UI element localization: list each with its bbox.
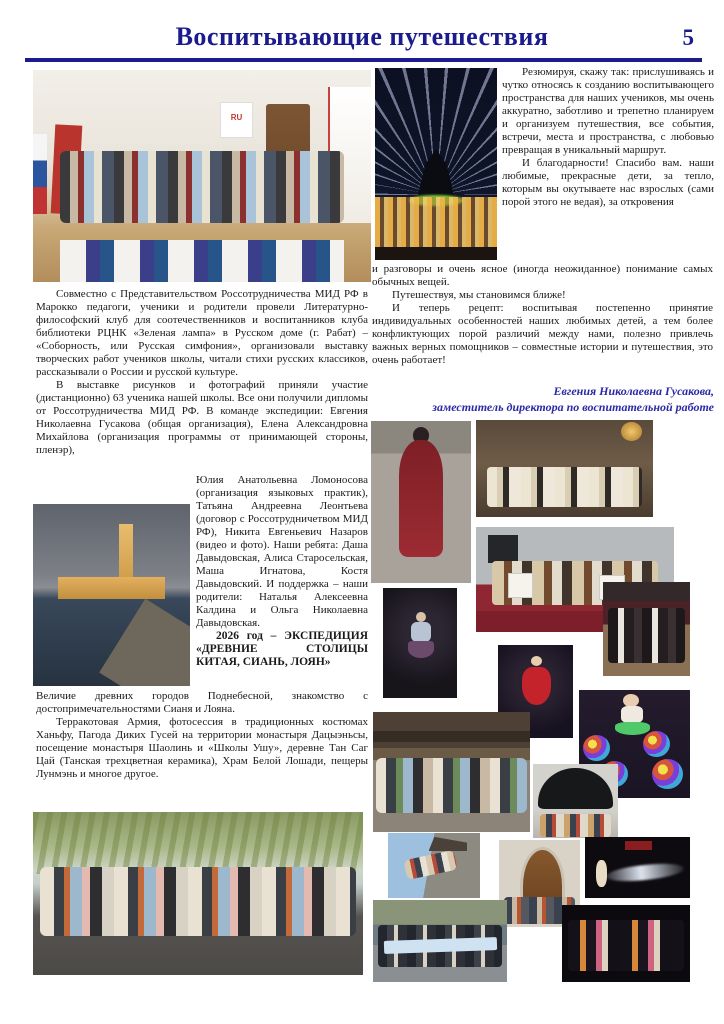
girl-top xyxy=(621,706,643,723)
photo-hassan-ii-mosque xyxy=(33,504,190,686)
paragraph: И благодарности! Спасибо вам. наши любимые, прекрасные дети, за тепло, которым вы окутываете нас взрослых (сами порой этого не ведая), за откровения xyxy=(502,157,714,208)
photo-girl-dancing-stage xyxy=(383,588,457,698)
mosque-building xyxy=(58,577,165,599)
russian-flag xyxy=(33,134,47,215)
paragraph: И теперь рецепт: воспитывая постепенно принятие индивидуальных особенностей наших любимых детей, а тем более конфликтующих порой различий между нами, полезно привлечь важных верных помощников – совместные истории и путешествия, это очень работает! xyxy=(372,302,713,366)
photo-black-gate-group xyxy=(533,764,618,838)
right-column-text-wrap xyxy=(502,66,714,209)
photo-stage-finale-group xyxy=(562,905,690,982)
green-tutu xyxy=(615,722,651,735)
paragraph: и разговоры и очень ясное (иногда неожиданное) понимание самых обычных вещей. xyxy=(372,263,713,288)
singer-head xyxy=(531,656,542,666)
photo-fountain-night-show xyxy=(375,68,497,260)
group-of-people xyxy=(376,758,527,813)
paragraph: Величие древних городов Поднебесной, знакомство с достопримечательностями Сианя и Лояна. xyxy=(36,690,368,715)
signature-name: Евгения Николаевна Гусакова, xyxy=(553,384,714,398)
photo-blue-banner-group xyxy=(373,900,507,982)
performer xyxy=(596,860,608,887)
right-column-text-full xyxy=(372,263,713,367)
photo-temple-entrance-group xyxy=(373,712,530,832)
studio-screen xyxy=(488,535,518,562)
fountain-base xyxy=(375,247,497,260)
photo-group-on-stairs xyxy=(388,833,480,898)
decorated-ball xyxy=(583,735,610,761)
author-signature xyxy=(372,383,714,415)
paragraph: Терракотовая Армия, фотосессия в традиционных костюмах Ханьфу, Пагода Диких Гусей на территории монастыря Дацыэньсы, посещение монастыря Шаолинь и «Школы Ушу», деревне Тан Саг Цай (Танская трехцветная керамика), Храм Белой Лошади, пещеры Лунмэнь и многое другое. xyxy=(36,716,368,780)
paragraph: Путешествуя, мы становимся ближе! xyxy=(392,289,566,301)
flowing-fabric xyxy=(605,861,684,884)
header-divider xyxy=(25,58,702,62)
group-of-people xyxy=(540,814,611,836)
left-column-text xyxy=(36,288,368,457)
willow-branches xyxy=(33,812,363,874)
minaret xyxy=(119,524,133,582)
paragraph: Юлия Анатольевна Ломоносова (организация языковых практик), Татьяна Андреевна Леонтьева (договор с Россотрудничетвом МИД РФ), Никита Евгеньевич Назаров (видео и фото). Наши ребята: Даша Давыдовская, Алиса Старосельская, Маша Игнатова, Костя Давыдовский. И поддержка – наши родители: Наталья Алексеевна Калдина и Ольга Николаевна Давыдовская. xyxy=(196,474,368,629)
decorated-ball xyxy=(652,759,683,789)
group-of-people xyxy=(60,151,344,223)
people-on-stage xyxy=(608,608,685,663)
red-stage-sign xyxy=(625,841,652,851)
dancer-head xyxy=(416,612,426,622)
left-column-text-bottom xyxy=(36,690,368,781)
people-on-stairs xyxy=(403,850,457,880)
pagoda-eave xyxy=(429,837,468,851)
red-dress xyxy=(522,667,551,704)
chandelier xyxy=(621,422,642,441)
photo-stage-flowing-fabric xyxy=(585,837,690,898)
expedition-heading: 2026 год – ЭКСПЕДИЦИЯ «ДРЕВНИЕ СТОЛИЦЫ КИТАЯ, СИАНЬ, ЛОЯН» xyxy=(196,630,368,668)
sea-embankment xyxy=(99,599,190,686)
group-of-people xyxy=(487,467,643,508)
photo-lakeside-group xyxy=(33,812,363,975)
photo-award-ceremony xyxy=(603,582,690,676)
golden-fountain-spray xyxy=(375,197,497,247)
paragraph: Совместно с Представительством Россотрудничества МИД РФ в Марокко педагоги, ученики и родители провели Литературно-философский клуб для соотечественников и воспитанников клуба библиотеки РЦНК «Зеленая лампа» в Русском доме (г. Рабат) – «Соборность, или Русская симфония», организовали выставку творческих работ учеников школы, читали стихи русских классиков, рассказывали о России и русской культуре. xyxy=(36,288,368,378)
drawing-sheet xyxy=(508,573,534,598)
curved-gate-roof xyxy=(538,768,613,809)
decorated-ball xyxy=(643,731,670,757)
temple-roof xyxy=(373,731,530,742)
signature-role: заместитель директора по воспитательной работе xyxy=(432,400,714,414)
photo-red-hanfu-costume xyxy=(371,421,471,583)
exhibition-tables xyxy=(60,240,344,282)
dancer-jacket xyxy=(411,622,431,642)
group-of-people xyxy=(40,867,357,935)
red-costume-figure xyxy=(399,440,443,557)
photo-cathedral-group xyxy=(476,420,653,517)
page-title: Воспитывающие путешествия xyxy=(175,22,549,51)
ru-logo: RU xyxy=(220,102,252,138)
performers-row xyxy=(568,920,683,971)
paragraph: В выставке рисунков и фотографий приняли участие (дистанционно) 63 ученика нашей школы. Все они получили дипломы от Россотрудничества МИД РФ. В команде экспедиции: Евгения Николаевна Гусакова (общая организация), Елена Александровна Михайлова (организация программы от принимающей стороны, пленэр), xyxy=(36,379,368,456)
wrap-text-beside-mosque xyxy=(196,474,368,669)
photo-russian-house-group xyxy=(33,70,371,282)
dancer-skirt xyxy=(408,641,434,659)
page-number: 5 xyxy=(682,25,694,50)
paragraph: Резюмируя, скажу так: прислушиваясь и чутко относясь к созданию воспитывающего пространства для наших учеников, мы очень аккуратно, заботливо и трепетно планируем и организуем путешествия, все события, встречи, места и пространства, с любовью превращая в уникальный маршрут. xyxy=(502,66,714,156)
